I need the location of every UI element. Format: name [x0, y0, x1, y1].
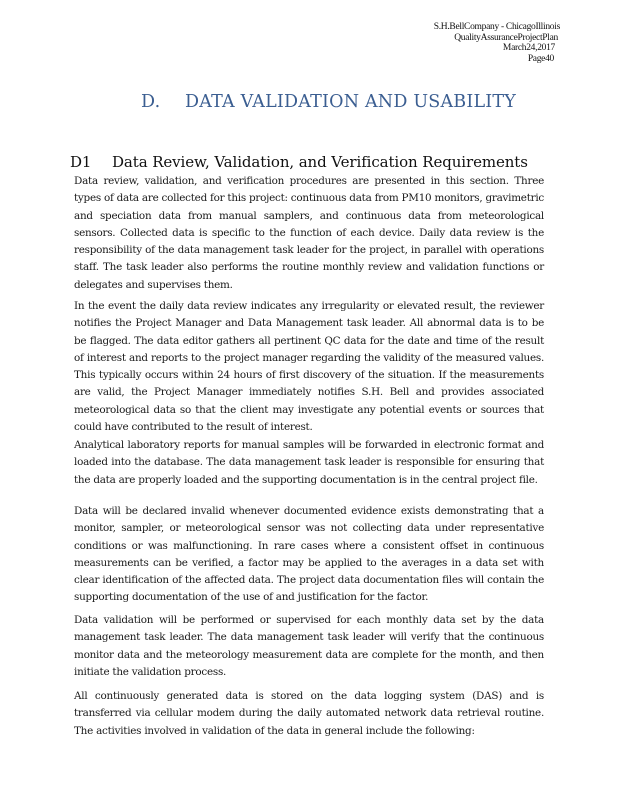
chapter-number: D.	[141, 92, 161, 112]
header-page-number: Page40	[527, 53, 554, 64]
chapter-heading	[141, 92, 516, 112]
header-document-title: QualityAssuranceProjectPlan	[454, 32, 558, 43]
section-title: Data Review, Validation, and Verification Requirements	[112, 153, 528, 171]
section-number: D1	[70, 153, 92, 171]
paragraph: In the event the daily data review indicates any irregularity or elevated result, the reviewer notifies the Project Manager and Data Management task leader. All abnormal data is to be be flagged. The data editor gathers all pertinent QC data for the date and time of the result of interest and reports to the project manager regarding the validity of the measured values. This typically occurs within 24 hours of first discovery of the situation. If the measurements are valid, the Project Manager immediately notifies S.H. Bell and provides associated meteorological data so that the client may investigate any potential events or sources that could have contributed to the result of interest.	[74, 300, 544, 434]
chapter-title: DATA VALIDATION AND USABILITY	[185, 92, 517, 112]
paragraph: Data validation will be performed or supervised for each monthly data set by the data management task leader. The data management task leader will verify that the continuous monitor data and the meteorology measurement data are complete for the month, and then initiate the validation process.	[74, 614, 544, 678]
paragraph: Analytical laboratory reports for manual samples will be forwarded in electronic format and loaded into the database. The data management task leader is responsible for ensuring that the data are properly loaded and the supporting documentation is in the central project file.	[74, 439, 544, 486]
header-date: March24,2017	[502, 43, 555, 53]
paragraph: Data review, validation, and verification procedures are presented in this section. Three types of data are collected for this project: continuous data from PM10 monitors, gravimetric and speciation data from manual samplers, and continuous data from meteorological sensors. Collected data is specific to the function of each device. Daily data review is the responsibility of the data management task leader for the project, in parallel with operations staff. The task leader also performs the routine monthly review and validation functions or delegates and supervises them.	[74, 175, 544, 291]
header-company: S.H.BellCompany - ChicagoIllinois	[433, 22, 560, 32]
paragraph: All continuously generated data is stored on the data logging system (DAS) and is transferred via cellular modem during the daily automated network data retrieval routine. The activities involved in validation of the data in general include the following:	[74, 690, 544, 737]
section-heading	[70, 153, 528, 171]
page-header	[434, 22, 558, 64]
paragraph: Data will be declared invalid whenever documented evidence exists demonstrating that a monitor, sampler, or meteorological sensor was not collecting data under representative conditions or was malfunctioning. In rare cases where a consistent offset in continuous measurements can be verified, a factor may be applied to the averages in a data set with clear identification of the affected data. The project data documentation files will contain the supporting documentation of the use of and justification for the factor.	[74, 505, 544, 604]
